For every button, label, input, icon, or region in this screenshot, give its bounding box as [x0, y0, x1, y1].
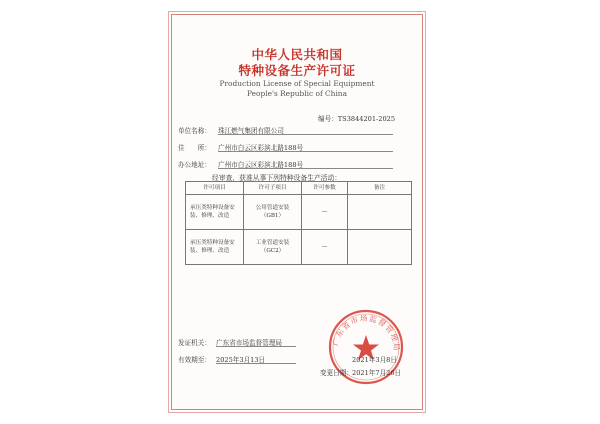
issuer-value: 广东省市场监督管理局	[216, 339, 282, 347]
permit-subitem-cell: 公用管道安装（GB1）	[244, 195, 302, 230]
header-permit-item: 许可项目	[186, 182, 244, 195]
address-value: 广州市白云区彩滨北路188号	[218, 144, 304, 152]
title-cn-line1: 中华人民共和国	[251, 47, 343, 62]
permit-param-cell: —	[302, 195, 348, 230]
unit-name-label: 单位名称：	[178, 127, 211, 135]
title-en-line2: People's Republic of China	[247, 89, 347, 98]
unit-name-underline	[218, 134, 393, 135]
intro-text: 经审查，获准从事下列特种设备生产活动：	[212, 174, 342, 182]
permit-note-cell	[348, 230, 412, 265]
permit-item-cell: 承压类特种设备安装、修理、改造	[186, 230, 244, 265]
unit-name-value: 珠江燃气集团有限公司	[218, 127, 284, 135]
table-row	[186, 195, 412, 230]
validity-underline	[216, 363, 296, 364]
certificate-number	[318, 113, 395, 123]
change-date-label: 变更日期：	[320, 369, 353, 377]
title-cn-line2: 特种设备生产许可证	[238, 63, 356, 78]
issuer-underline	[216, 346, 296, 347]
permit-item-cell: 承压类特种设备安装、修理、改造	[186, 195, 244, 230]
address-underline	[218, 151, 393, 152]
office-address-label: 办公地址：	[178, 161, 211, 169]
header-permit-subitem: 许可子项目	[244, 182, 302, 195]
office-address-value: 广州市白云区彩滨北路188号	[218, 161, 304, 169]
address-label: 住 所：	[178, 144, 211, 152]
number-label: 编号：	[318, 115, 338, 123]
validity-value: 2025年3月13日	[216, 356, 266, 364]
permit-subitem-cell: 工业管道安装（GC2）	[244, 230, 302, 265]
issue-date: 2021年3月8日	[352, 356, 397, 364]
permit-param-cell: —	[302, 230, 348, 265]
permit-note-cell	[348, 195, 412, 230]
seal-text: 广东省市场监督管理局	[331, 313, 402, 352]
number-value: TS3844201-2025	[337, 115, 396, 123]
title-en-line1: Production License of Special Equipment	[219, 79, 375, 88]
license-certificate	[171, 14, 423, 410]
issuer-label: 发证机关：	[178, 339, 211, 347]
office-address-underline	[218, 168, 393, 169]
header-note: 备注	[348, 182, 412, 195]
permit-table	[185, 181, 412, 265]
permit-table-header-row	[186, 182, 412, 195]
table-row	[186, 230, 412, 265]
validity-label: 有效期至：	[178, 356, 211, 364]
change-date-value: 2021年7月26日	[352, 369, 402, 377]
header-permit-param: 许可参数	[302, 182, 348, 195]
